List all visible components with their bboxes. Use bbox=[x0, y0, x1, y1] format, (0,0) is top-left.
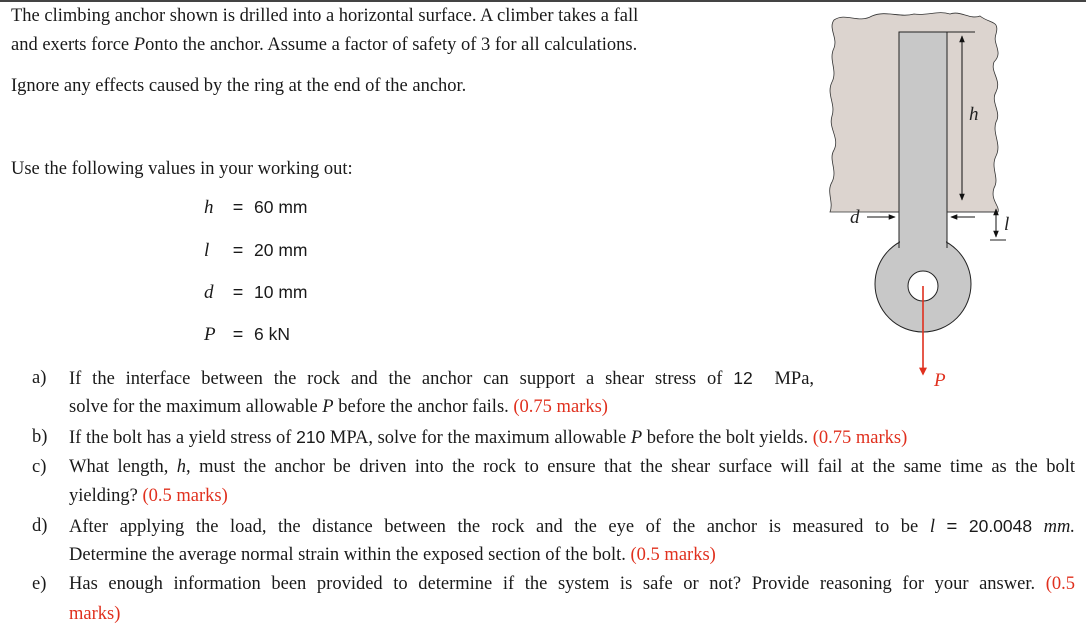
question-d-line-2: Determine the average normal strain within the exposed section of the bolt. (0.5 marks) bbox=[69, 545, 716, 565]
anchor-diagram bbox=[820, 2, 1086, 397]
label-P: P bbox=[934, 370, 946, 391]
variable-P: P = 6 kN bbox=[204, 324, 290, 345]
question-b-line-1: If the bolt has a yield stress of 210 MPA, solve for the maximum allowable P before the bolt yields. (0.75 marks) bbox=[69, 427, 908, 448]
question-a-letter: a) bbox=[32, 368, 47, 388]
question-a-marks: (0.75 marks) bbox=[513, 397, 608, 417]
question-b-marks: (0.75 marks) bbox=[812, 428, 908, 448]
label-l: l bbox=[1004, 214, 1010, 235]
intro-line-2: and exerts force Ponto the anchor. Assume a factor of safety of 3 for all calculations. bbox=[11, 35, 638, 55]
question-a-line-2: solve for the maximum allowable P before the anchor fails. (0.75 marks) bbox=[69, 397, 608, 417]
question-c-marks: (0.5 marks) bbox=[142, 486, 228, 506]
question-d-marks: (0.5 marks) bbox=[630, 545, 716, 565]
question-b-letter: b) bbox=[32, 427, 48, 447]
question-a-line-1: If the interface between the rock and the anchor can support a shear stress of 12 MPa, bbox=[69, 368, 815, 389]
question-c-line-1: What length, h, must the anchor be driven into the rock to ensure that the shear surface will fail at the same time as the bolt bbox=[69, 457, 1075, 477]
question-e-marks-1: (0.5 bbox=[1045, 574, 1075, 594]
intro-line-1: The climbing anchor shown is drilled into a horizontal surface. A climber takes a fall bbox=[11, 6, 639, 26]
question-c-letter: c) bbox=[32, 457, 47, 477]
values-heading: Use the following values in your working out: bbox=[11, 159, 353, 179]
intro-line-3: Ignore any effects caused by the ring at the end of the anchor. bbox=[11, 76, 467, 96]
label-d: d bbox=[850, 207, 860, 228]
question-d-line-1: After applying the load, the distance between the rock and the eye of the anchor is measured to be l = 20.0048 mm. bbox=[69, 515, 1076, 537]
question-e-marks-2: marks) bbox=[69, 604, 121, 624]
question-e-letter: e) bbox=[32, 574, 47, 594]
variable-l: l = 20 mm bbox=[204, 240, 308, 261]
question-e-line-2 bbox=[69, 603, 120, 625]
question-e-line-1: Has enough information been provided to determine if the system is safe or not? Provide reasoning for your answer. (0.5 bbox=[69, 574, 1075, 594]
variable-d: d = 10 mm bbox=[204, 282, 308, 303]
question-c-line-2: yielding? (0.5 marks) bbox=[69, 486, 228, 506]
label-h: h bbox=[969, 104, 979, 125]
variable-h: h = 60 mm bbox=[204, 197, 308, 218]
bolt-shank bbox=[899, 32, 947, 252]
force-symbol: P bbox=[133, 35, 146, 55]
question-d-letter: d) bbox=[32, 516, 48, 536]
